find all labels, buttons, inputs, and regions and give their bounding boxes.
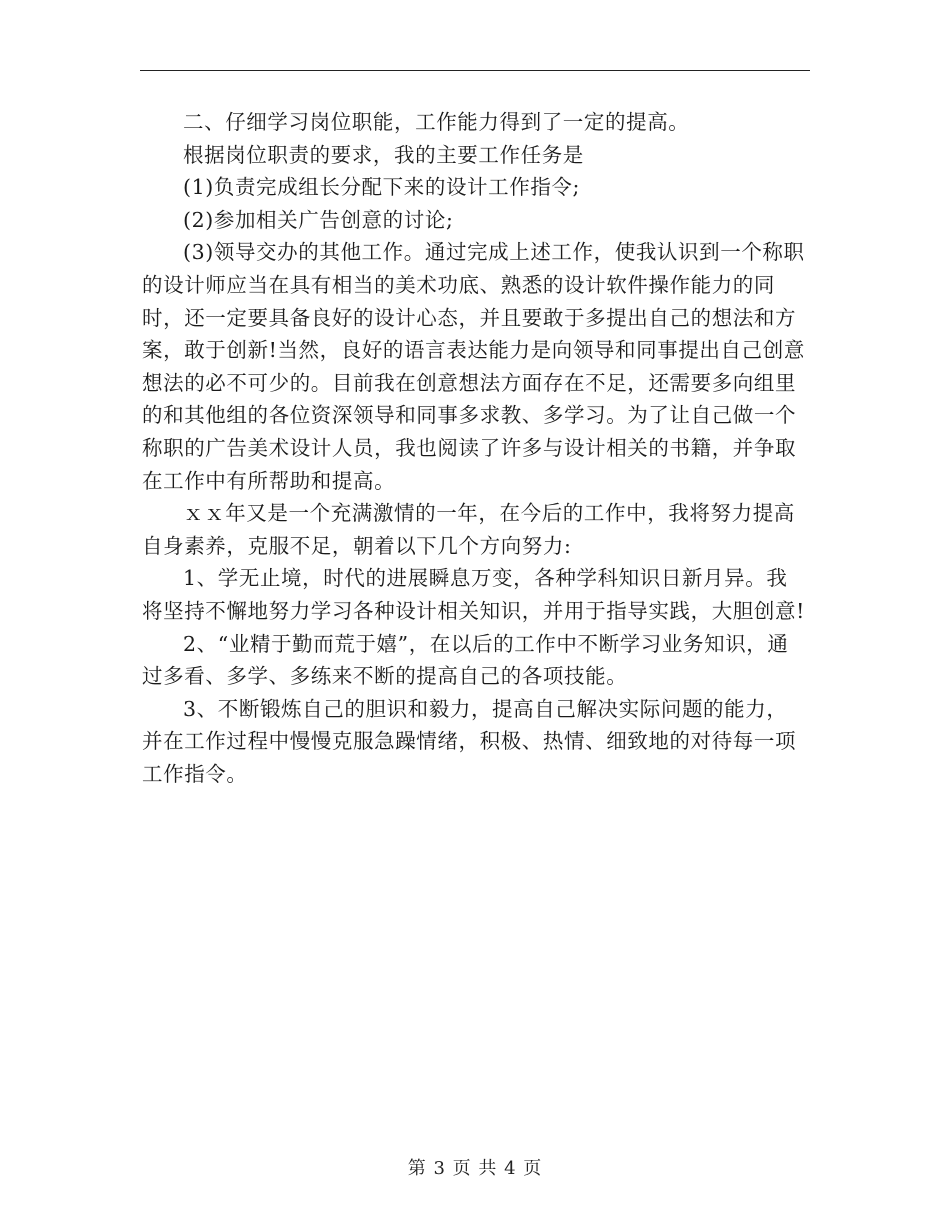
paragraph-duties-intro: 根据岗位职责的要求，我的主要工作任务是 [183,142,584,167]
paragraph-section-heading: 二、仔细学习岗位职能，工作能力得到了一定的提高。 [183,110,690,134]
page-number: 第 3 页 共 4 页 [407,1158,543,1179]
paragraph-duty-3: (3)领导交办的其他工作。通过完成上述工作，使我认识到一个称职的设计师应当在具有相当的美术功底、熟悉的设计软件操作能力的同时，还一定要具备良好的设计心态，并且要敢于多提出自己的想法和方案，敢于创新!当然，良好的语言表达能力是向领导和同事提出自己创意想法的必不可少的。目前我在创意想法方面存在不足，还需要多向组里的和其他组的各位资深领导和同事多求教、多学习。为了让自己做一个称职的广告美术设计人员，我也阅读了许多与设计相关的书籍，并争取在工作中有所帮助和提高。 [142,240,805,493]
paragraph-next-year: ｘｘ年又是一个充满激情的一年，在今后的工作中，我将努力提高自身素养，克服不足，朝着以下几个方向努力: [142,501,795,558]
header-divider [140,70,810,71]
paragraph-goal-1: 1、学无止境，时代的进展瞬息万变，各种学科知识日新月异。我将坚持不懈地努力学习各种设计相关知识，并用于指导实践，大胆创意! [142,566,805,623]
paragraph-goal-3: 3、不断锻炼自己的胆识和毅力，提高自己解决实际问题的能力，并在工作过程中慢慢克服急躁情绪，积极、热情、细致地的对待每一项工作指令。 [142,696,797,786]
paragraph-duty-2: (2)参加相关广告创意的讨论; [183,207,454,232]
document-body [142,106,807,790]
paragraph-goal-2: 2、“业精于勤而荒于嬉”，在以后的工作中不断学习业务知识，通过多看、多学、多练来不断的提高自己的各项技能。 [142,631,789,689]
paragraph-duty-1: (1)负责完成组长分配下来的设计工作指令; [183,175,581,200]
